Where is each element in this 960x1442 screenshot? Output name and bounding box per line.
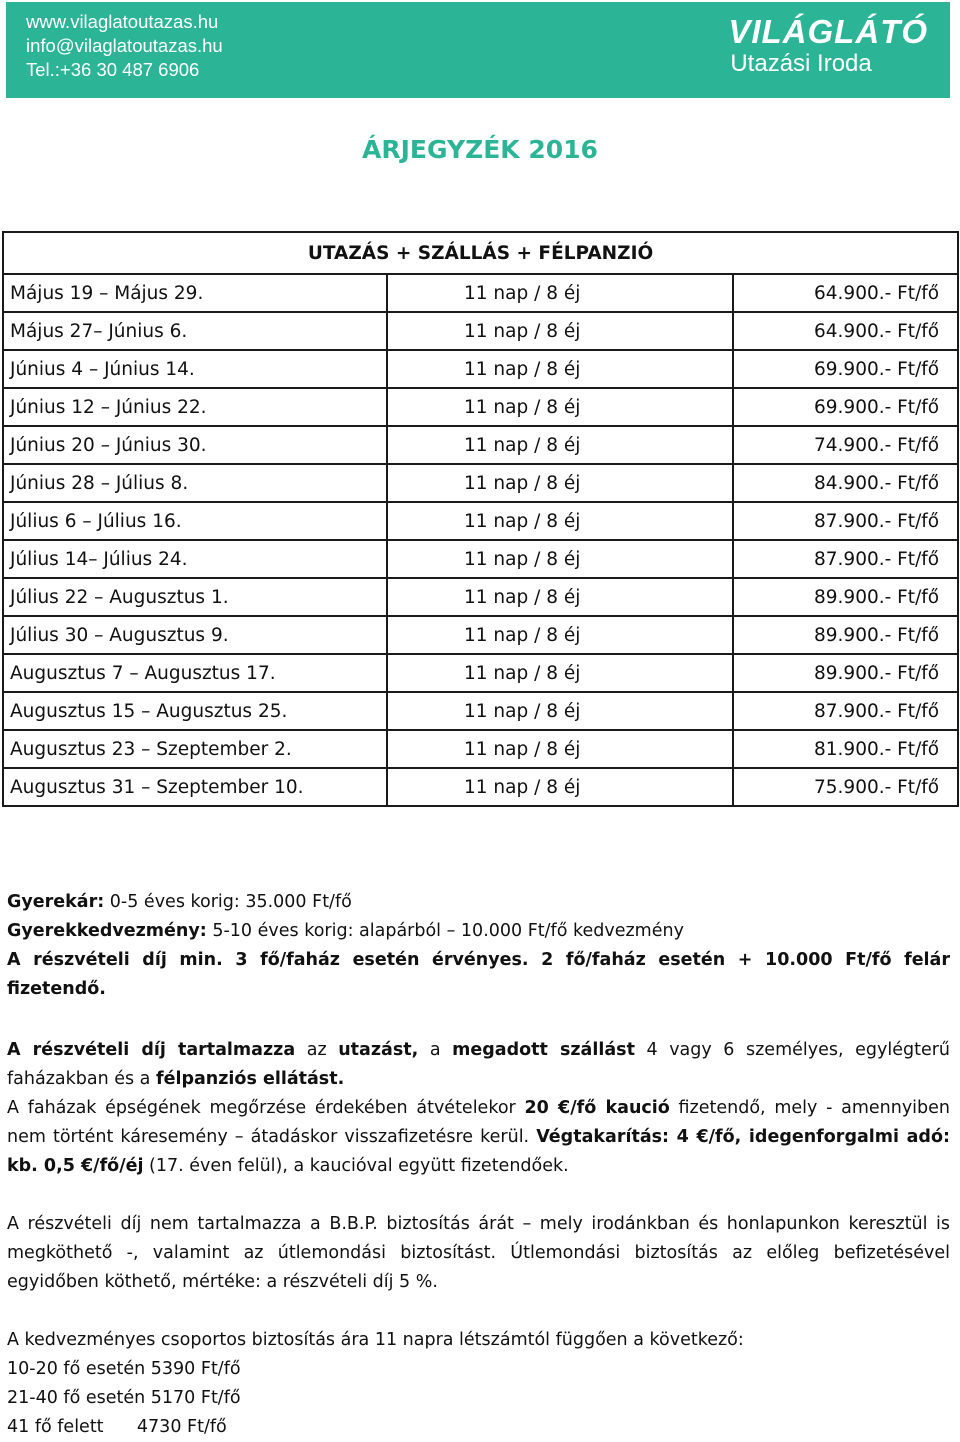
price-cell: 89.900.- Ft/fő [733,578,958,616]
price-table [2,231,959,807]
brand-name: VILÁGLÁTÓ [728,13,928,50]
date-cell: Augusztus 15 – Augusztus 25. [3,692,387,730]
group-insurance-item: 21-40 fő esetén 5170 Ft/fő [7,1388,241,1408]
date-cell: Július 6 – Július 16. [3,502,387,540]
date-cell: Június 20 – Június 30. [3,426,387,464]
price-cell: 64.900.- Ft/fő [733,312,958,350]
date-cell: Május 27– Június 6. [3,312,387,350]
table-row [3,464,958,502]
duration-cell: 11 nap / 8 éj [387,730,733,768]
brand-subtitle: Utazási Iroda [730,50,872,77]
group-insurance-section [7,1326,950,1442]
min-fee-line [7,946,950,1004]
group-insurance-item: 10-20 fő esetén 5390 Ft/fő [7,1359,241,1379]
duration-cell: 11 nap / 8 éj [387,768,733,806]
table-heading: UTAZÁS + SZÁLLÁS + FÉLPANZIÓ [3,232,958,274]
table-row [3,654,958,692]
duration-cell: 11 nap / 8 éj [387,502,733,540]
included-b3: megadott szállást [452,1040,635,1060]
table-row [3,730,958,768]
price-cell: 87.900.- Ft/fő [733,692,958,730]
included-t2: a [418,1040,453,1060]
duration-cell: 11 nap / 8 éj [387,654,733,692]
duration-cell: 11 nap / 8 éj [387,312,733,350]
table-row [3,274,958,312]
included-section [7,1036,950,1181]
insurance-section [7,1210,950,1297]
deposit-t3: (17. éven felül), a kaucióval együtt fizetendőek. [143,1156,569,1176]
child-discount-text: 5-10 éves korig: alapárból – 10.000 Ft/fő kedvezmény [206,921,684,941]
table-row [3,616,958,654]
date-cell: Május 19 – Május 29. [3,274,387,312]
price-cell: 69.900.- Ft/fő [733,350,958,388]
included-b1: A részvételi díj tartalmazza [7,1040,296,1060]
included-b2: utazást, [338,1040,419,1060]
header-banner [6,2,950,98]
deposit-t2: fizetendő, mely - amennyiben nem történt káresemény – átadáskor visszafizetésre kerül. [7,1098,951,1147]
min-fee-text: A részvételi díj min. 3 fő/faház esetén érvényes. 2 fő/faház esetén + 10.000 Ft/fő felár fizetendő. [7,950,950,999]
duration-cell: 11 nap / 8 éj [387,426,733,464]
brand-logo [728,14,928,78]
duration-cell: 11 nap / 8 éj [387,274,733,312]
group-insurance-list [7,1355,950,1442]
table-row [3,540,958,578]
table-header-row [3,232,958,274]
price-cell: 84.900.- Ft/fő [733,464,958,502]
deposit-t1: A faházak épségének megőrzése érdekében átvételekor [7,1098,525,1118]
child-price-label: Gyerekár: [7,892,105,912]
table-row [3,768,958,806]
date-cell: Július 22 – Augusztus 1. [3,578,387,616]
price-cell: 64.900.- Ft/fő [733,274,958,312]
group-insurance-intro: A kedvezményes csoportos biztosítás ára 11 napra létszámtól függően a következő: [7,1330,744,1350]
date-cell: Augusztus 23 – Szeptember 2. [3,730,387,768]
discounts-section [7,888,950,1004]
contact-info [26,10,223,82]
deposit-paragraph [7,1094,950,1181]
table-row [3,692,958,730]
price-cell: 87.900.- Ft/fő [733,502,958,540]
date-cell: Augusztus 7 – Augusztus 17. [3,654,387,692]
email-link[interactable]: info@vilaglatoutazas.hu [26,35,223,56]
child-discount-label: Gyerekkedvezmény: [7,921,207,941]
date-cell: Július 30 – Augusztus 9. [3,616,387,654]
price-cell: 74.900.- Ft/fő [733,426,958,464]
included-t3: 4 vagy 6 személyes, egylégterű faházakban és a [7,1040,950,1089]
price-cell: 75.900.- Ft/fő [733,768,958,806]
duration-cell: 11 nap / 8 éj [387,464,733,502]
date-cell: Június 28 – Július 8. [3,464,387,502]
date-cell: Június 4 – Június 14. [3,350,387,388]
child-price-text: 0-5 éves korig: 35.000 Ft/fő [104,892,352,912]
price-cell: 89.900.- Ft/fő [733,616,958,654]
date-cell: Július 14– Július 24. [3,540,387,578]
duration-cell: 11 nap / 8 éj [387,540,733,578]
page-title: ÁRJEGYZÉK 2016 [362,135,598,164]
duration-cell: 11 nap / 8 éj [387,578,733,616]
table-row [3,502,958,540]
included-paragraph [7,1036,950,1094]
price-cell: 89.900.- Ft/fő [733,654,958,692]
insurance-paragraph: A részvételi díj nem tartalmazza a B.B.P. biztosítás árát – mely irodánkban és honlapunkon keresztül is megköthető -, valamint az útlemondási biztosítást. Útlemondási biztosítás az előleg befizetésével egyidőben köthető, mértéke: a részvételi díj 5 %. [7,1214,950,1292]
price-cell: 69.900.- Ft/fő [733,388,958,426]
child-discount-line [7,917,950,946]
deposit-b2: Végtakarítás: 4 €/fő, idegenforgalmi adó: kb. 0,5 €/fő/éj [7,1127,950,1176]
table-row [3,578,958,616]
website-link[interactable]: www.vilaglatoutazas.hu [26,11,219,32]
table-row [3,350,958,388]
table-row [3,312,958,350]
group-insurance-item: 41 fő felett 4730 Ft/fő [7,1417,227,1437]
child-price-line [7,888,950,917]
duration-cell: 11 nap / 8 éj [387,350,733,388]
price-cell: 87.900.- Ft/fő [733,540,958,578]
duration-cell: 11 nap / 8 éj [387,692,733,730]
table-row [3,388,958,426]
phone-number: Tel.:+36 30 487 6906 [26,59,200,80]
table-row [3,426,958,464]
duration-cell: 11 nap / 8 éj [387,388,733,426]
included-t1: az [295,1040,339,1060]
deposit-b1: 20 €/fő kaució [524,1098,670,1118]
price-cell: 81.900.- Ft/fő [733,730,958,768]
duration-cell: 11 nap / 8 éj [387,616,733,654]
date-cell: Június 12 – Június 22. [3,388,387,426]
included-b4: félpanziós ellátást. [155,1069,345,1089]
date-cell: Augusztus 31 – Szeptember 10. [3,768,387,806]
